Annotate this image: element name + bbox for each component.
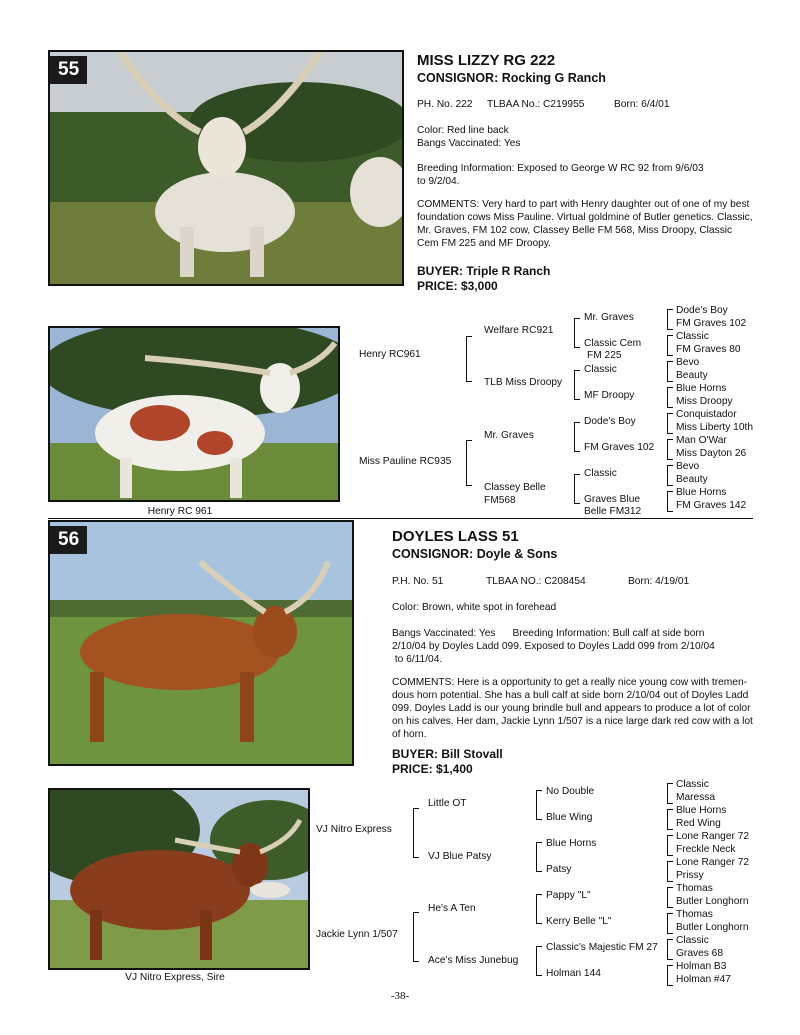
comment-line: on his calves. Her dam, Jackie Lynn 1/507 is a nice large dark red cow with a lot xyxy=(392,716,753,727)
ped-gen3: Classic's Majestic FM 27 xyxy=(546,942,658,953)
ped-gen4: Bevo xyxy=(676,357,700,368)
ped-gen2: Mr. Graves xyxy=(484,430,534,441)
ped-gen4: Prissy xyxy=(676,870,704,881)
ped-gen4: Graves 68 xyxy=(676,948,723,959)
pedigree-bracket xyxy=(574,474,580,504)
brown-longhorn-cow-image xyxy=(50,522,352,764)
ped-gen4: Beauty xyxy=(676,474,708,485)
lot-56-name: DOYLES LASS 51 xyxy=(392,528,519,545)
ped-gen4: Miss Liberty 10th xyxy=(676,422,754,433)
ped-gen3: No Double xyxy=(546,786,595,797)
ped-gen4: Blue Horns xyxy=(676,487,727,498)
ped-gen3: Holman 144 xyxy=(546,968,601,979)
lot-56-comments xyxy=(392,676,762,741)
ped-gen3: Classic xyxy=(584,468,617,479)
lot-55-comments xyxy=(417,198,767,250)
comment-line: foundation cows Miss Pauline. Virtual goldmine of Butler genetics. Classic, xyxy=(417,212,753,223)
ped-gen2: Classey Belle xyxy=(484,482,546,493)
ped-gen4: Miss Dayton 26 xyxy=(676,448,747,459)
ped-gen4: FM Graves 102 xyxy=(676,318,747,329)
ped-gen3: FM 225 xyxy=(587,350,622,361)
ped-gen2: He's A Ten xyxy=(428,903,476,914)
breeding-line: Bangs Vaccinated: Yes Breeding Information: Bull calf at side born xyxy=(392,628,705,639)
ped-dam: Miss Pauline RC935 xyxy=(359,456,452,467)
ped-gen4: Holman B3 xyxy=(676,961,727,972)
lot-55-photo xyxy=(48,50,404,286)
pedigree-bracket xyxy=(667,361,673,382)
breeding-line: to 6/11/04. xyxy=(392,654,443,665)
lot-56-tlbaa-number: TLBAA NO.: C208454 xyxy=(486,576,586,587)
ped-gen3: Classic Cem xyxy=(584,338,642,349)
pedigree-bracket xyxy=(667,939,673,960)
lot-55-breeding-info: Breeding Information: Exposed to George W RC 92 from 9/6/03 xyxy=(417,163,704,174)
lot-56-buyer: BUYER: Bill Stovall xyxy=(392,747,503,761)
ped-gen4: Red Wing xyxy=(676,818,721,829)
pedigree-bracket xyxy=(574,422,580,452)
lot-55-tlbaa-number: TLBAA No.: C219955 xyxy=(487,99,585,110)
lot-56-price: PRICE: $1,400 xyxy=(392,762,473,776)
ped-gen4: Thomas xyxy=(676,909,713,920)
ped-gen4: FM Graves 142 xyxy=(676,500,747,511)
comment-line: Mr. Graves, FM 102 cow, Classey Belle FM 568, Miss Droopy, Classic xyxy=(417,225,733,236)
pedigree-bracket xyxy=(536,894,542,924)
pedigree-bracket xyxy=(667,783,673,804)
lot-55-bangs: Bangs Vaccinated: Yes xyxy=(417,138,521,149)
ped-gen4: Beauty xyxy=(676,370,708,381)
pedigree-bracket xyxy=(667,335,673,356)
pedigree-bracket xyxy=(413,808,419,858)
ped-gen3: MF Droopy xyxy=(584,390,635,401)
lot-55-price: PRICE: $3,000 xyxy=(417,279,498,293)
pedigree-bracket xyxy=(536,790,542,820)
ped-gen4: Dode's Boy xyxy=(676,305,728,316)
ped-sire: VJ Nitro Express xyxy=(316,824,392,835)
lot-56-ph-number: P.H. No. 51 xyxy=(392,576,444,587)
pedigree-bracket xyxy=(667,965,673,986)
pedigree-bracket xyxy=(667,861,673,882)
lot-55-name: MISS LIZZY RG 222 xyxy=(417,52,556,69)
henry-photo-caption: Henry RC 961 xyxy=(147,506,213,517)
comment-line: Cem FM 225 and MF Droopy. xyxy=(417,238,551,249)
vj-nitro-photo-caption: VJ Nitro Express, Sire xyxy=(125,972,225,983)
comment-line: 099. Doyles Ladd is our young brindle bull and appears to produce a lot of color xyxy=(392,703,751,714)
ped-gen4: Man O'War xyxy=(676,435,727,446)
ped-gen4: Classic xyxy=(676,935,709,946)
lot-56-photo xyxy=(48,520,354,766)
pedigree-bracket xyxy=(466,440,472,486)
ped-gen3: Pappy "L" xyxy=(546,890,591,901)
breeding-line: 2/10/04 by Doyles Ladd 099. Exposed to Doyles Ladd 099 from 2/10/04 xyxy=(392,641,715,652)
page-number: -38- xyxy=(390,990,410,1002)
ped-gen4: Miss Droopy xyxy=(676,396,733,407)
ped-gen3: Graves Blue xyxy=(584,494,641,505)
pedigree-bracket xyxy=(667,465,673,486)
lot-divider xyxy=(48,518,753,519)
lot-56-color: Color: Brown, white spot in forehead xyxy=(392,602,557,613)
lot-56-bangs-breeding xyxy=(392,627,762,666)
white-longhorn-cow-image xyxy=(50,52,402,284)
ped-gen4: Lone Ranger 72 xyxy=(676,831,750,842)
ped-gen3: Belle FM312 xyxy=(584,506,642,517)
ped-gen4: FM Graves 80 xyxy=(676,344,741,355)
lot-56-born: Born: 4/19/01 xyxy=(628,576,690,587)
pedigree-bracket xyxy=(667,439,673,460)
comment-line: COMMENTS: Very hard to part with Henry daughter out of one of my best xyxy=(417,199,750,210)
vj-nitro-express-photo xyxy=(48,788,310,970)
ped-gen4: Classic xyxy=(676,779,709,790)
henry-rc961-photo xyxy=(48,326,340,502)
comment-line: COMMENTS: Here is a opportunity to get a really nice young cow with tremen- xyxy=(392,677,748,688)
ped-gen4: Freckle Neck xyxy=(676,844,736,855)
ped-gen4: Blue Horns xyxy=(676,805,727,816)
ped-gen2: TLB Miss Droopy xyxy=(484,377,563,388)
lot-55-buyer: BUYER: Triple R Ranch xyxy=(417,264,551,278)
dark-red-longhorn-bull-image xyxy=(50,790,308,968)
pedigree-bracket xyxy=(667,491,673,512)
pedigree-bracket xyxy=(667,309,673,330)
ped-gen3: Blue Wing xyxy=(546,812,593,823)
ped-gen3: Blue Horns xyxy=(546,838,597,849)
lot-number-badge: 55 xyxy=(50,56,87,84)
ped-gen2: Ace's Miss Junebug xyxy=(428,955,519,966)
ped-gen2: Little OT xyxy=(428,798,467,809)
ped-gen4: Holman #47 xyxy=(676,974,731,985)
ped-gen3: Classic xyxy=(584,364,617,375)
pedigree-bracket xyxy=(667,387,673,408)
ped-gen4: Classic xyxy=(676,331,709,342)
ped-gen3: Patsy xyxy=(546,864,572,875)
red-white-longhorn-bull-image xyxy=(50,328,338,500)
ped-gen4: Blue Horns xyxy=(676,383,727,394)
ped-gen2: FM568 xyxy=(484,495,516,506)
ped-gen4: Thomas xyxy=(676,883,713,894)
ped-gen4: Lone Ranger 72 xyxy=(676,857,750,868)
ped-dam: Jackie Lynn 1/507 xyxy=(316,929,398,940)
pedigree-bracket xyxy=(667,913,673,934)
ped-gen3: Kerry Belle "L" xyxy=(546,916,612,927)
pedigree-bracket xyxy=(536,842,542,872)
lot-55-ph-number: PH. No. 222 xyxy=(417,99,473,110)
pedigree-bracket xyxy=(466,336,472,382)
ped-gen2: VJ Blue Patsy xyxy=(428,851,492,862)
pedigree-bracket xyxy=(574,318,580,348)
ped-gen4: Butler Longhorn xyxy=(676,896,749,907)
ped-gen3: Mr. Graves xyxy=(584,312,634,323)
lot-56-consignor: CONSIGNOR: Doyle & Sons xyxy=(392,547,558,561)
comment-line: of horn. xyxy=(392,729,427,740)
ped-gen4: Bevo xyxy=(676,461,700,472)
pedigree-bracket xyxy=(413,912,419,962)
ped-gen4: Conquistador xyxy=(676,409,737,420)
pedigree-bracket xyxy=(667,887,673,908)
pedigree-bracket xyxy=(536,946,542,976)
lot-55-born: Born: 6/4/01 xyxy=(614,99,670,110)
comment-line: dous horn potential. She has a bull calf at side born 2/10/04 out of Doyles Ladd xyxy=(392,690,749,701)
ped-gen2: Welfare RC921 xyxy=(484,325,554,336)
ped-gen3: FM Graves 102 xyxy=(584,442,655,453)
lot-55-consignor: CONSIGNOR: Rocking G Ranch xyxy=(417,71,606,85)
pedigree-bracket xyxy=(667,413,673,434)
pedigree-bracket xyxy=(574,370,580,400)
lot-55-breeding-info-cont: to 9/2/04. xyxy=(417,176,460,187)
ped-gen4: Maressa xyxy=(676,792,716,803)
lot-number-badge: 56 xyxy=(50,526,87,554)
ped-sire: Henry RC961 xyxy=(359,349,421,360)
pedigree-bracket xyxy=(667,835,673,856)
ped-gen3: Dode's Boy xyxy=(584,416,636,427)
lot-55-color: Color: Red line back xyxy=(417,125,509,136)
ped-gen4: Butler Longhorn xyxy=(676,922,749,933)
pedigree-bracket xyxy=(667,809,673,830)
